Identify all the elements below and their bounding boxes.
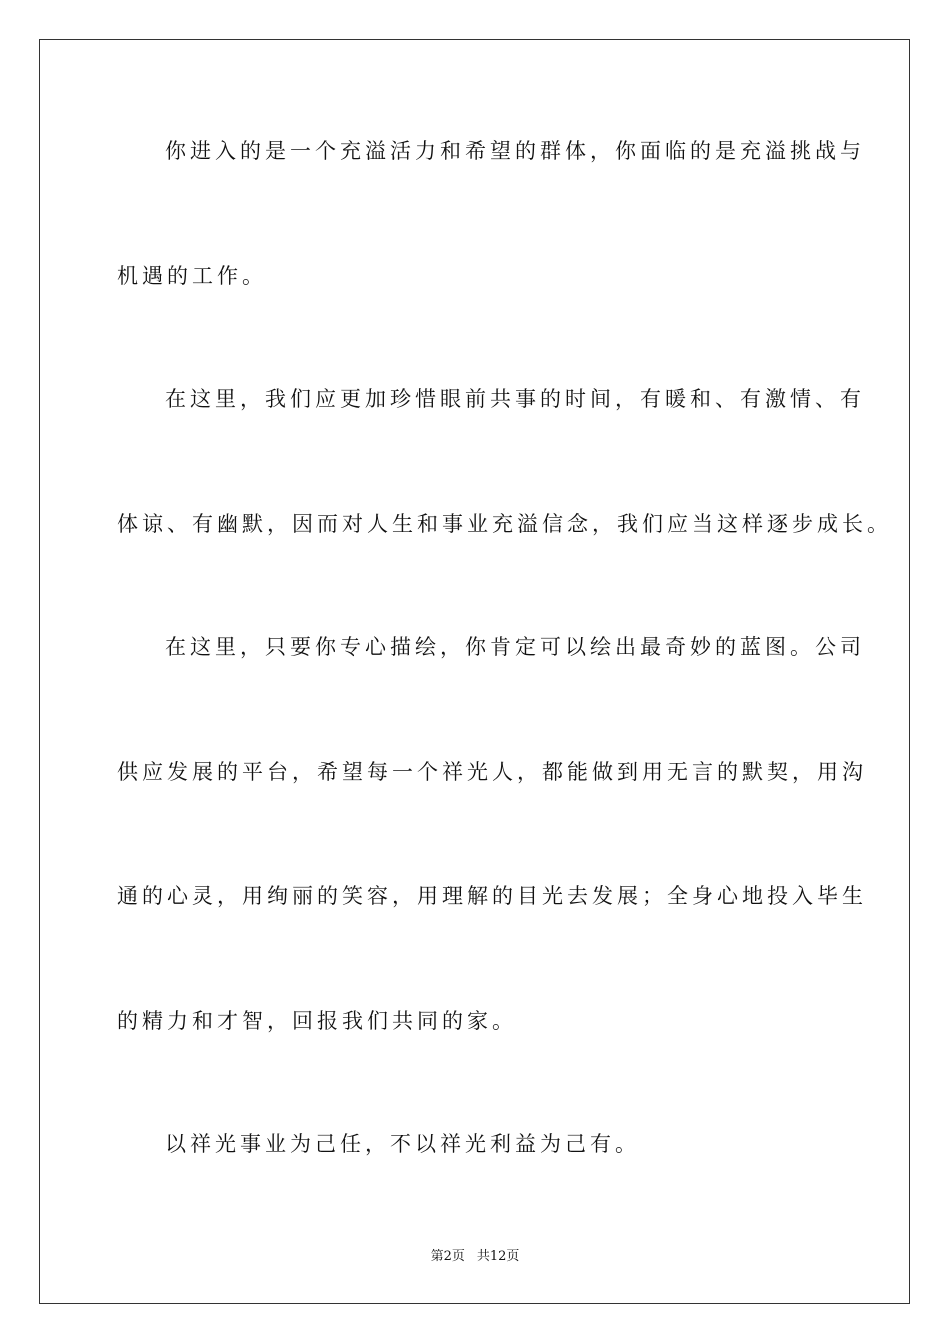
paragraph-3-line-3: 通的心灵，用绚丽的笑容，用理解的目光去发展；全身心地投入毕生 [117, 884, 867, 908]
paragraph-3-line-4: 的精力和才智，回报我们共同的家。 [117, 1009, 517, 1033]
paragraph-3-line-2: 供应发展的平台，希望每一个祥光人，都能做到用无言的默契，用沟 [117, 760, 867, 784]
paragraph-2-line-1: 在这里，我们应更加珍惜眼前共事的时间，有暖和、有激情、有 [165, 387, 865, 411]
paragraph-3-line-1: 在这里，只要你专心描绘，你肯定可以绘出最奇妙的蓝图。公司 [165, 635, 865, 659]
page-total: 共12页 [476, 1249, 520, 1264]
paragraph-2-line-2: 体谅、有幽默，因而对人生和事业充溢信念，我们应当这样逐步成长。 [117, 512, 892, 536]
page-border [39, 39, 910, 1304]
page-number: 第2页 [430, 1249, 465, 1264]
paragraph-1-line-2: 机遇的工作。 [117, 264, 267, 288]
paragraph-1-line-1: 你进入的是一个充溢活力和希望的群体，你面临的是充溢挑战与 [165, 139, 865, 163]
paragraph-4-line-1: 以祥光事业为己任，不以祥光利益为己有。 [165, 1132, 640, 1156]
page-footer [0, 1248, 950, 1266]
